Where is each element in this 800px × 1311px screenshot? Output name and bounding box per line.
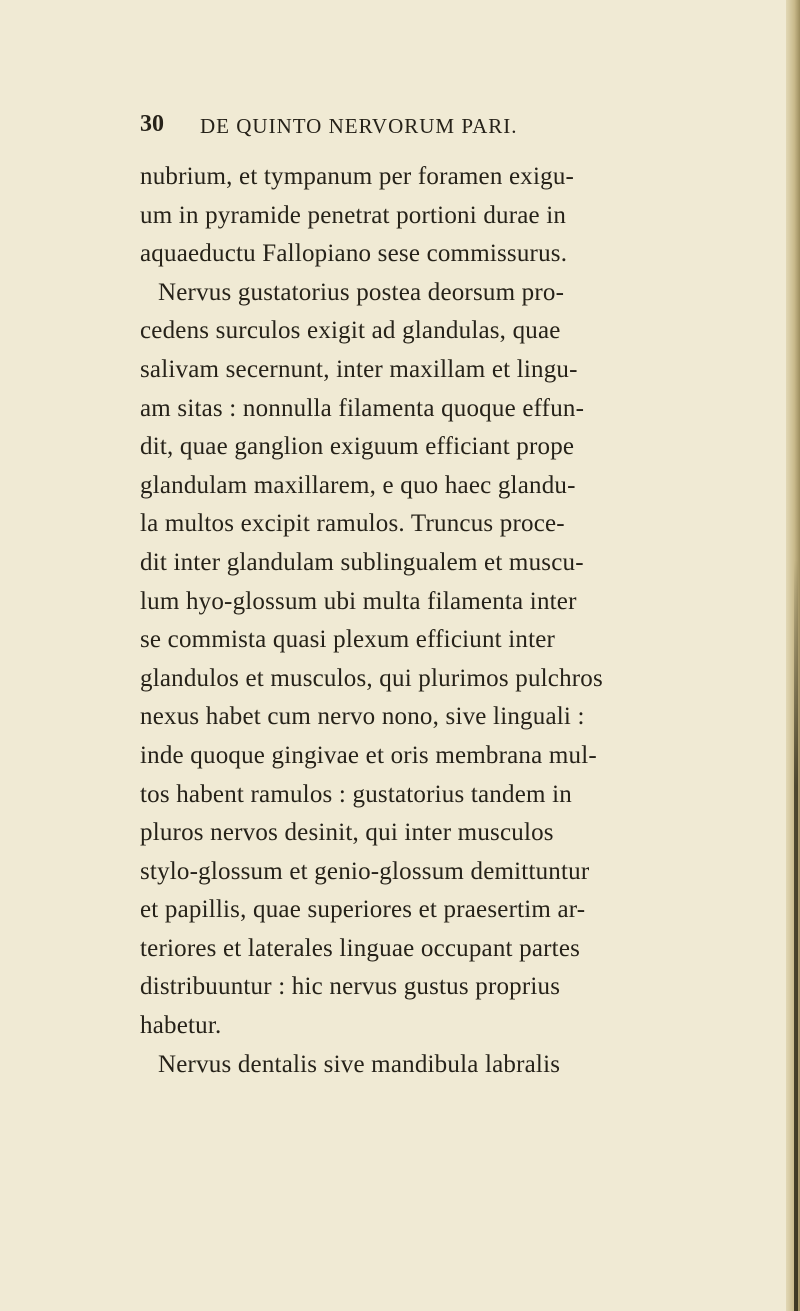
text-line: nubrium, et tympanum per foramen exigu- [140,163,575,190]
text-line: inde quoque gingivae et oris membrana mul- [140,741,597,769]
text-line: salivam secernunt, inter maxillam et lingu- [140,355,578,383]
text-line: la multos excipit ramulos. Truncus proce- [140,510,565,538]
text-line: aquaeductu Fallopiano sese commissurus. [140,240,568,268]
text-line: nexus habet cum nervo nono, sive linguali : [140,703,585,731]
running-head [140,111,700,141]
text-line: am sitas : nonnulla filamenta quoque effun- [140,394,585,422]
text-line: um in pyramide penetrat portioni durae in [140,201,567,229]
text-line: cedens surculos exigit ad glandulas, quae [140,317,561,345]
text-line: distribuuntur : hic nervus gustus proprius [140,973,561,1001]
text-line: teriores et laterales linguae occupant partes [140,934,581,962]
text-line: tos habent ramulos : gustatorius tandem in [140,780,572,808]
text-line: pluros nervos desinit, qui inter musculos [140,819,554,847]
text-line: dit, quae ganglion exiguum efficiant prope [140,433,575,461]
paragraph-first-line: Nervus dentalis sive mandibula labralis [158,1050,561,1078]
text-line: et papillis, quae superiores et praesertim ar- [140,896,586,924]
text-line: se commista quasi plexum efficiunt inter [140,626,556,654]
page-number: 30 [140,111,164,137]
text-line: stylo-glossum et genio-glossum demittuntur [140,857,590,885]
text-line: habetur. [140,1012,222,1040]
text-line: lum hyo-glossum ubi multa filamenta inter [140,587,577,615]
text-line: dit inter glandulam sublingualem et muscu- [140,548,584,576]
text-line: glandulos et musculos, qui plurimos pulchros [140,664,603,692]
running-head-title: DE QUINTO NERVORUM PARI. [200,114,518,138]
binding-edge-line [794,560,798,1311]
text-line: glandulam maxillarem, e quo haec glandu- [140,471,576,499]
paragraph-first-line: Nervus gustatorius postea deorsum pro- [158,278,565,306]
body-text [140,158,700,1084]
